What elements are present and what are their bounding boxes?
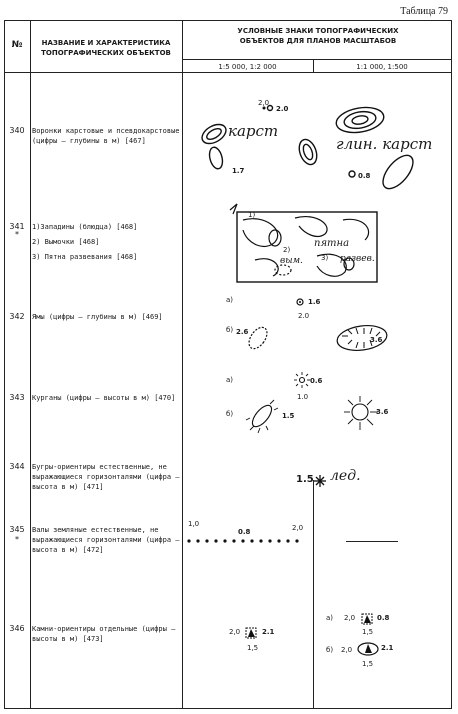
row-340-label-depth-a: 2,0 xyxy=(258,99,270,107)
header-bottom-border xyxy=(4,72,452,73)
scale-divider xyxy=(182,59,452,60)
row-341-item-3: 3) Пятна развевания [468] xyxy=(32,253,138,261)
boulder-symbol-a xyxy=(244,626,260,640)
row-341-num: 341 xyxy=(9,222,25,231)
row-346-num: 346 xyxy=(9,624,25,633)
row-346-label-1-5-c: 1,5 xyxy=(362,660,374,668)
row-341-label-1: 1) xyxy=(248,211,256,219)
row-342-a: а) xyxy=(226,296,234,304)
pyatna-label: пятна xyxy=(314,238,350,249)
vymochki-label: вым. xyxy=(280,256,303,266)
table-bottom-border xyxy=(4,708,452,709)
ice-label: лед. xyxy=(330,468,361,484)
row-343-a: а) xyxy=(226,376,234,384)
row-340-label-depth-b: 2.0 xyxy=(276,105,289,113)
row-345-label-2-0: 2,0 xyxy=(292,524,304,532)
row-345-label-1-0: 1,0 xyxy=(188,520,200,528)
table-right-border xyxy=(451,20,452,708)
karst-label: карст xyxy=(228,122,279,140)
row-341-item-2: 2) Вымочки [468] xyxy=(32,238,100,246)
row-340-desc: Воронки карстовые и псевдокарстовые (цифры — глубины в м) [467] xyxy=(32,127,180,145)
header-scale-a: 1:5 000, 1:2 000 xyxy=(218,63,277,71)
row-346-label-2-0-c: 2,0 xyxy=(341,646,353,654)
row-346-label-1-5-a: 1,5 xyxy=(247,644,259,652)
header-num: № xyxy=(11,40,23,50)
row-346-label-2-1-c: 2.1 xyxy=(381,644,394,652)
row-342-label-2-6: 2.6 xyxy=(236,328,249,336)
column-divider-name xyxy=(182,20,183,708)
row-340-label-depth-c: 1.7 xyxy=(232,167,245,175)
row-346-label-2-0-a: 2,0 xyxy=(229,628,241,636)
row-343-b: б) xyxy=(226,410,234,418)
row-345-mark: * xyxy=(15,535,19,544)
header-signs: УСЛОВНЫЕ ЗНАКИ ТОПОГРАФИЧЕСКИХ ОБЪЕКТОВ ДЛЯ ПЛАНОВ МАСШТАБОВ xyxy=(237,27,399,45)
razvev-label: развев. xyxy=(340,254,375,264)
row-342-label-1-6: 1.6 xyxy=(308,298,321,306)
row-346-label-0-8-b: 0.8 xyxy=(377,614,390,622)
column-divider-num xyxy=(30,20,31,708)
clay-karst-label: глин. карст xyxy=(336,135,433,153)
table-title: Таблица 79 xyxy=(400,6,448,17)
row-346-label-1-5-b: 1,5 xyxy=(362,628,374,636)
row-346-b-a: а) xyxy=(326,614,334,622)
row-340-num: 340 xyxy=(9,126,25,135)
row-342-b: б) xyxy=(226,326,234,334)
row-343-label-1-5: 1.5 xyxy=(282,412,295,420)
boulder-symbol-c xyxy=(355,640,381,658)
row-341-label-2: 2) xyxy=(283,246,291,254)
row-342-num: 342 xyxy=(9,312,25,321)
row-346-b-b: б) xyxy=(326,646,334,654)
row-344-num: 344 xyxy=(9,462,25,471)
scale-column-divider-body xyxy=(313,480,314,708)
row-344-desc: Бугры-ориентиры естественные, не выражающиеся горизонталями (цифра — высота в м) [471] xyxy=(32,463,180,491)
landmark-mound-symbol xyxy=(313,474,327,488)
table-left-border xyxy=(4,20,5,708)
earth-bank-solid-line xyxy=(346,541,398,542)
header-scale-b: 1:1 000, 1:500 xyxy=(356,63,408,71)
boulder-symbol-b xyxy=(360,612,376,626)
row-346-label-2-1-a: 2.1 xyxy=(262,628,275,636)
row-341-label-3: 3) xyxy=(321,254,329,262)
row-341-mark: * xyxy=(15,230,19,239)
row-342-label-3-6: 3.6 xyxy=(370,336,383,344)
row-340-label-depth-d: 0.8 xyxy=(358,172,371,180)
row-342-desc: Ямы (цифры — глубины в м) [469] xyxy=(32,313,163,321)
header-name: НАЗВАНИЕ И ХАРАКТЕРИСТИКА ТОПОГРАФИЧЕСКИХ ОБЪЕКТОВ xyxy=(41,39,171,57)
row-345-desc: Валы земляные естественные, не выражающиеся горизонталями (цифра — высота в м) [472] xyxy=(32,526,180,554)
row-343-num: 343 xyxy=(9,393,25,402)
row-345-label-0-8: 0.8 xyxy=(238,528,251,536)
row-346-label-2-0-b: 2,0 xyxy=(344,614,356,622)
row-341-item-1: 1)Западины (блюдца) [468] xyxy=(32,223,138,231)
row-343-label-1-0: 1.0 xyxy=(297,393,309,401)
row-342-label-2-0: 2.0 xyxy=(298,312,310,320)
row-344-label-1-5: 1.5 xyxy=(296,474,314,485)
table-top-border xyxy=(4,20,452,21)
row-343-label-0-6: 0.6 xyxy=(310,377,323,385)
row-343-label-3-6: 3.6 xyxy=(376,408,389,416)
row-345-num: 345 xyxy=(9,525,25,534)
row-343-desc: Курганы (цифры — высоты в м) [470] xyxy=(32,394,176,402)
row-346-desc: Камни-ориентиры отдельные (цифры — высоты в м) [473] xyxy=(32,625,176,643)
earth-bank-dotted-line xyxy=(186,536,306,546)
